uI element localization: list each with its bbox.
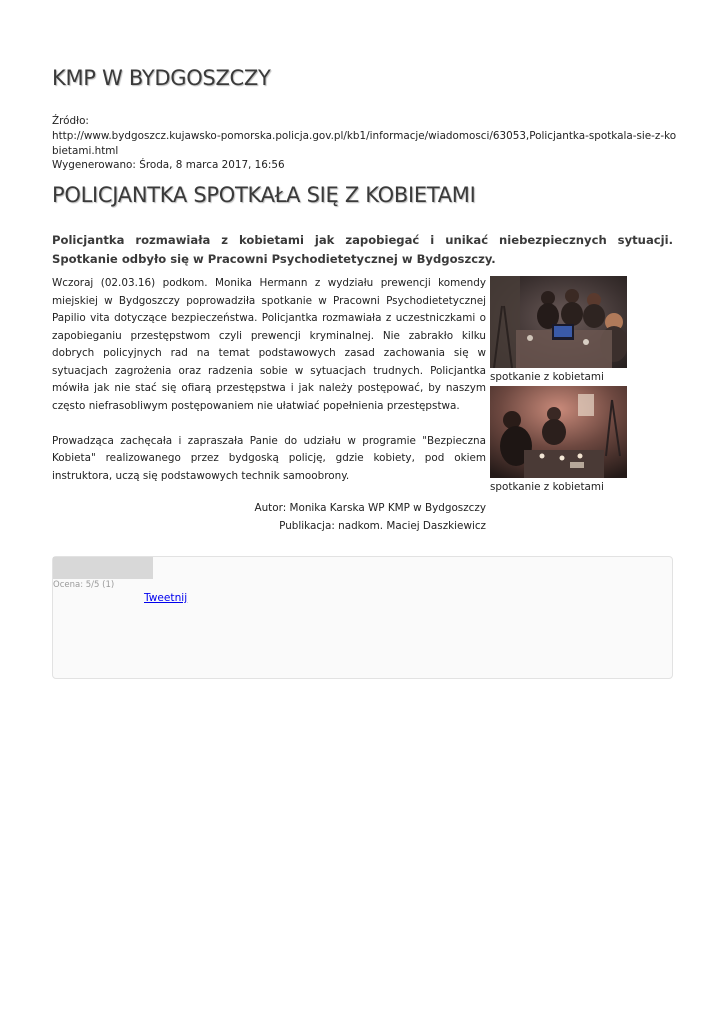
photo-meeting-1[interactable]	[490, 276, 627, 368]
photo-caption-1: spotkanie z kobietami	[490, 371, 604, 383]
publication-line: Publikacja: nadkom. Maciej Daszkiewicz	[279, 519, 486, 532]
site-title: KMP W BYDGOSZCZY	[52, 66, 271, 90]
source-label: Źródło:	[52, 115, 89, 127]
rating-text: Ocena: 5/5 (1)	[53, 580, 115, 590]
source-url: http://www.bydgoszcz.kujawsko-pomorska.policja.gov.pl/kb1/informacje/wiadomosci/63053,Policjantka-spotkala-sie-z-kobietami.html	[52, 129, 677, 157]
article-body	[52, 275, 486, 503]
rating-bar[interactable]	[53, 557, 153, 579]
article-paragraph: Prowadząca zachęcała i zapraszała Panie do udziału w programie "Bezpieczna Kobieta" realizowanego przez bydgoską policję, gdzie kobiety, pod okiem instruktora, uczą się podstawowych technik samoobrony.	[52, 434, 486, 482]
article-title: POLICJANTKA SPOTKAŁA SIĘ Z KOBIETAMI	[52, 183, 476, 207]
rating-bar-fill	[53, 557, 153, 579]
source-info	[52, 114, 677, 173]
photo-meeting-2-image	[490, 386, 627, 478]
tweet-link[interactable]: Tweetnij	[144, 592, 188, 604]
article-paragraph: Wczoraj (02.03.16) podkom. Monika Hermann z wydziału prewencji komendy miejskiej w Bydgoszczy poprowadziła spotkanie w Pracowni Psychodietetycznej Papilio vita dotyczące bezpieczeństwa. Policjantka rozmawiała z uczestniczkami o zapobieganiu przestępstwom czyli prewencji kryminalnej. Nie zabrakło kilku dobrych policyjnych rad na temat podstawowych zasad zachowania się w sytuacjach zagrożenia oraz radzenia sobie w sytuacjach trudnych. Policjantka mówiła jak nie stać się ofiarą przestępstwa i jak należy postępować, by naszym często niefrasobliwym postępowaniem nie ułatwiać popełnienia przestępstwa.	[52, 277, 486, 412]
generated-date: Wygenerowano: Środa, 8 marca 2017, 16:56	[52, 159, 285, 172]
rating-panel	[52, 556, 673, 679]
photo-meeting-2[interactable]	[490, 386, 627, 478]
photo-meeting-1-image	[490, 276, 627, 368]
article-lead: Policjantka rozmawiała z kobietami jak zapobiegać i unikać niebezpiecznych sytuacji. Spotkanie odbyło się w Pracowni Psychodietetycznej w Bydgoszczy.	[52, 233, 673, 266]
article-byline	[254, 500, 486, 535]
author-line: Autor: Monika Karska WP KMP w Bydgoszczy	[254, 502, 486, 514]
photo-caption-2: spotkanie z kobietami	[490, 481, 604, 493]
